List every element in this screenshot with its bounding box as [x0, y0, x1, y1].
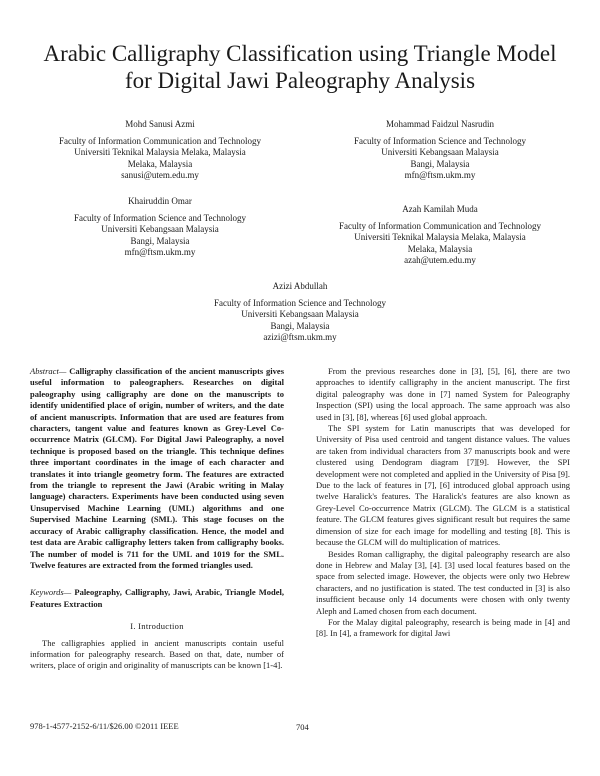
- author-block: [175, 281, 425, 343]
- paragraph: The calligraphies applied in ancient manuscripts contain useful information for paleography research. Based on that, date, number of writers, place of origin and originality of manuscripts can be known [1-4].: [30, 637, 284, 671]
- author-block: [40, 196, 280, 258]
- author-institution: Universiti Kebangsaan Malaysia: [241, 309, 359, 320]
- right-column: [316, 366, 570, 640]
- author-location: Melaka, Malaysia: [127, 158, 193, 169]
- paper-title: Arabic Calligraphy Classification using Triangle Model for Digital Jawi Paleography Analysis: [43, 41, 557, 93]
- author-location: Bangi, Malaysia: [270, 320, 330, 331]
- author-institution: Universiti Kebangsaan Malaysia: [381, 147, 499, 158]
- copyright-footer: 978-1-4577-2152-6/11/$26.00 ©2011 IEEE: [30, 721, 179, 731]
- author-institution: Universiti Teknikal Malaysia Melaka, Malaysia: [74, 147, 246, 158]
- author-location: Bangi, Malaysia: [410, 158, 470, 169]
- author-institution: Universiti Teknikal Malaysia Melaka, Malaysia: [354, 232, 526, 243]
- abstract-label: Abstract—: [30, 366, 67, 376]
- author-email: azah@utem.edu.my: [404, 254, 476, 265]
- paragraph: From the previous researches done in [3], [5], [6], there are two approaches to identify calligraphy in the ancient manuscript. The first digital paleography was done in [7] named System for Paleography Inspection (SPI) using the local approach. The same approach was also used in [3], [8], whereas [6] used global approach.: [316, 366, 570, 422]
- author-block: [315, 204, 565, 266]
- author-block: [315, 119, 565, 181]
- author-institution: Universiti Kebangsaan Malaysia: [101, 224, 219, 235]
- keywords-label: Keywords—: [30, 587, 72, 598]
- author-email: mfn@ftsm.ukm.my: [124, 246, 196, 257]
- author-block: [40, 119, 280, 181]
- author-name: Khairuddin Omar: [128, 196, 192, 206]
- author-affiliation: Faculty of Information Communication and Technology: [339, 221, 541, 232]
- author-affiliation: Faculty of Information Communication and Technology: [59, 136, 261, 147]
- author-location: Melaka, Malaysia: [407, 243, 473, 254]
- author-name: Mohd Sanusi Azmi: [125, 119, 195, 129]
- page-number: 704: [296, 722, 309, 732]
- author-name: Azizi Abdullah: [272, 281, 328, 291]
- paragraph: Besides Roman calligraphy, the digital paleography research are also done in Hebrew and Malay [3], [4]. [3] used local features based on the space from selected image. However, the objects were only two Hebrew characters, and no justification is stated. The test conducted in [3] is also insufficient because only 14 documents were chosen with only twenty Aleph and Lamed chosen from each document.: [316, 548, 570, 616]
- author-email: sanusi@utem.edu.my: [121, 169, 199, 180]
- author-affiliation: Faculty of Information Science and Technology: [354, 136, 526, 147]
- author-email: mfn@ftsm.ukm.my: [404, 169, 476, 180]
- abstract-text: Calligraphy classification of the ancient manuscripts gives useful information to paleographers. Researches on digital paleography using calligraphy are done on the manuscripts to identify unidentified place of origin, number of writers, and the date of ancient manuscripts. Information that are used are features from characters, tangent value and features known as Grey-Level Co-occurrence Matrix (GLCM). For Digital Jawi Paleography, a novel technique is proposed based on the triangle. This technique defines three important coordinates in the image of each character and translates it into triangle geometry form. The features are extracted from the triangle to represent the Jawi (Arabic writing in Malay language) characters. Experiments have been conducted using seven Unsupervised Machine Learning (UML) algorithms and one Supervised Machine Learning (SML). This stage focuses on the accuracy of Arabic calligraphy classification. Hence, the model and test data are Arabic calligraphy letters taken from calligraphy books. The number of model is 711 for the UML and 1019 for the SML. Twelve features are extracted from the formed triangles used.: [30, 366, 285, 570]
- left-column: [30, 366, 284, 672]
- paragraph: The SPI system for Latin manuscripts that was developed for University of Pisa used centroid and tangent distance values. The values are taken from individual characters from 37 manuscripts book and were clustered using Dendogram diagram [7][9]. However, the SPI development were not completed and applied in the University of Pisa [9]. Due to the lack of features in [7], [6] introduced global approach using twelve Haralick's features. The Haralick's features are also known as Grey-Level Co-occurrence Matrix (GLCM). The GLCM is a statistical feature. The GLCM features gives significant result but requires the same dimension of size for each image for modelling and testing [8]. This is because the GLCM will do multiplication of matrices.: [316, 423, 570, 548]
- author-location: Bangi, Malaysia: [130, 235, 190, 246]
- author-name: Azah Kamilah Muda: [402, 204, 478, 214]
- author-affiliation: Faculty of Information Science and Technology: [214, 298, 386, 309]
- author-email: azizi@ftsm.ukm.my: [263, 331, 337, 342]
- keywords-text: Paleography, Calligraphy, Jawi, Arabic, Triangle Model, Features Extraction: [30, 587, 284, 609]
- author-affiliation: Faculty of Information Science and Technology: [74, 213, 246, 224]
- paragraph: For the Malay digital paleography, research is being made in [4] and [8]. In [4], a framework for digital Jawi: [316, 616, 570, 639]
- section-heading: I. Introduction: [130, 621, 184, 632]
- author-name: Mohammad Faidzul Nasrudin: [386, 119, 494, 129]
- abstract: [30, 366, 284, 571]
- keywords: [30, 587, 284, 610]
